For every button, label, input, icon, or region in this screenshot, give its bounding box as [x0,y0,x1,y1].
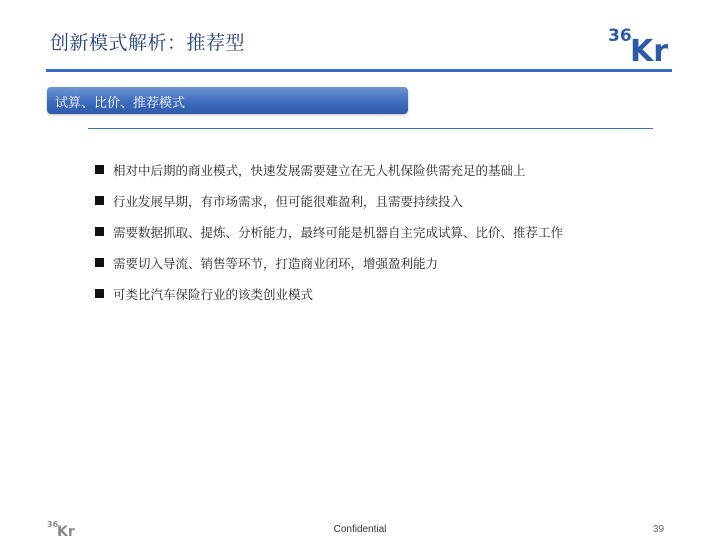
logo-number: 36 [608,26,632,46]
square-bullet-icon [95,165,104,174]
section-divider [88,128,653,129]
page-number: 39 [653,524,665,535]
footer-confidential: Confidential [333,524,387,535]
bullet-text: 可类比汽车保险行业的该类创业模式 [113,287,314,302]
square-bullet-icon [95,289,104,298]
square-bullet-icon [95,258,104,267]
bullet-text: 行业发展早期，有市场需求，但可能很难盈利，且需要持续投入 [113,194,464,209]
bullet-item [95,254,695,285]
footer-logo-letters: Kr [57,524,75,537]
bullet-list [95,161,695,316]
brand-logo [606,22,676,64]
square-bullet-icon [95,196,104,205]
bullet-item [95,192,695,223]
bullet-text: 需要切入导流、销售等环节，打造商业闭环，增强盈利能力 [113,256,439,271]
bullet-text: 需要数据抓取、提炼、分析能力，最终可能是机器自主完成试算、比价、推荐工作 [113,225,564,240]
logo-letters: Kr [630,34,669,64]
footer-logo-number: 36 [47,520,59,529]
section-header-bar [47,87,408,114]
bullet-item [95,223,695,254]
bullet-item [95,285,695,316]
slide-title: 创新模式解析：推荐型 [50,32,246,54]
bullet-text: 相对中后期的商业模式，快速发展需要建立在无人机保险供需充足的基础上 [113,163,526,178]
section-header-label: 试算、比价、推荐模式 [55,96,186,111]
title-divider [46,69,672,72]
bullet-item [95,161,695,192]
square-bullet-icon [95,227,104,236]
